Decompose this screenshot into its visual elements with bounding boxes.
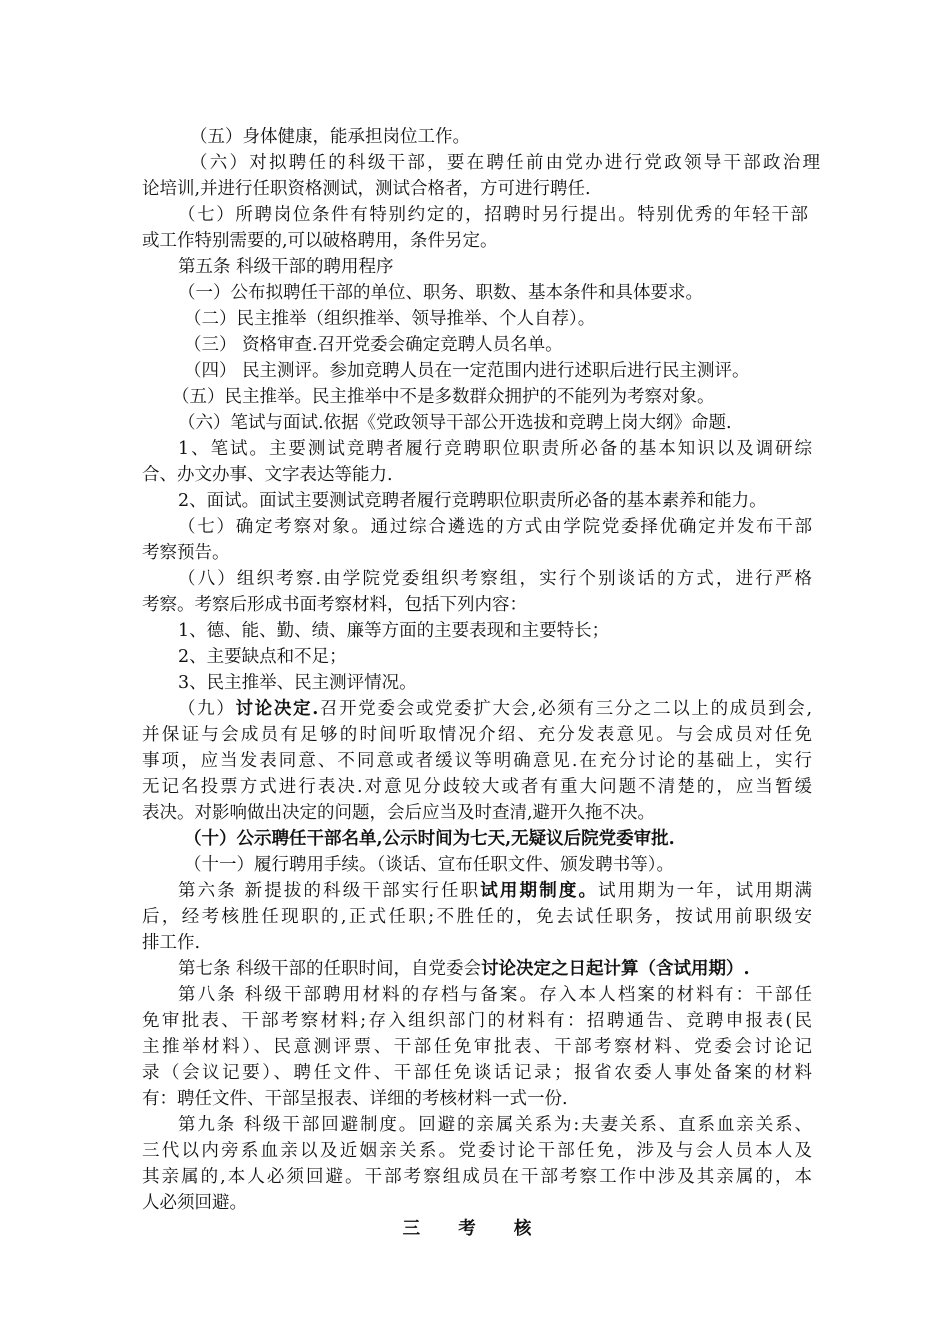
text-line: 录（会议记要）、聘任文件、干部任免谈话记录；报省农委人事处备案的材料 [142,1063,812,1083]
text-line: 或工作特别需要的,可以破格聘用，条件另定。 [142,231,498,251]
text-line: （七）确定考察对象。通过综合遴选的方式由学院党委择优确定并发布干部 [178,517,812,537]
text-line: 第七条 科级干部的任职时间，自党委会讨论决定之日起计算（含试用期）. [178,959,750,979]
text-line: 并保证与会成员有足够的时间听取情况介绍、充分发表意见。与会成员对任免 [142,725,812,745]
text-line: 2、主要缺点和不足； [178,647,347,667]
text-line: 1、德、能、勤、绩、廉等方面的主要表现和主要特长； [178,621,610,641]
text-line: 免审批表、干部考察材料;存入组织部门的材料有：招聘通告、竞聘申报表(民 [142,1011,812,1031]
text-line: 2、面试。面试主要测试竞聘者履行竞聘职位职责所必备的基本素养和能力。 [178,491,767,511]
text-line: 考察预告。 [142,543,230,563]
text-line: （八）组织考察.由学院党委组织考察组，实行个别谈话的方式，进行严格 [178,569,812,589]
text-line: 三代以内旁系血亲以及近姻亲关系。党委讨论干部任免，涉及与会人员本人及 [142,1141,812,1161]
text-line: 表决。对影响做出决定的问题，会后应当及时查清,避开久拖不决。 [142,803,656,823]
text-line: 无记名投票方式进行表决.对意见分歧较大或者有重大问题不清楚的，应当暂缓 [142,777,812,797]
text-line: 事项，应当发表同意、不同意或者缓议等明确意见.在充分讨论的基础上，实行 [142,751,812,771]
text-line: （一）公布拟聘任干部的单位、职务、职数、基本条件和具体要求。 [178,283,703,303]
text-line: 考察。考察后形成书面考察材料，包括下列内容： [142,595,527,615]
text-line: 论培训,并进行任职资格测试，测试合格者，方可进行聘任. [142,179,591,199]
text-line: 排工作. [142,933,201,953]
text-line: （六）笔试与面试.依据《党政领导干部公开选拔和竞聘上岗大纲》命题. [178,413,732,433]
text-line: 人必须回避。 [142,1193,247,1213]
text-line: （五）民主推举。民主推举中不是多数群众拥护的不能列为考察对象。 [172,387,715,407]
text-line: （二）民主推举（组织推举、领导推举、个人自荐）。 [184,309,596,329]
article-heading: 第五条 科级干部的聘用程序 [178,257,394,277]
text-line: 第六条 新提拔的科级干部实行任职试用期制度。试用期为一年，试用期满 [178,881,813,901]
text-line: 第八条 科级干部聘用材料的存档与备案。存入本人档案的材料有：干部任 [178,985,812,1005]
text-line: （四） 民主测评。参加竞聘人员在一定范围内进行述职后进行民主测评。 [184,361,750,381]
section-heading: 三 考 核 [402,1219,548,1239]
text-line: （十一）履行聘用手续。（谈话、宣布任职文件、颁发聘书等）。 [184,855,674,875]
text-line: 有：聘任文件、干部呈报表、详细的考核材料一式一份. [142,1089,568,1109]
text-line: 第九条 科级干部回避制度。回避的亲属关系为:夫妻关系、直系血亲关系、 [178,1115,812,1135]
text-line: （五）身体健康，能承担岗位工作。 [190,127,470,147]
text-line: （九）讨论决定.召开党委会或党委扩大会,必须有三分之二以上的成员到会, [178,699,813,719]
text-line: 合、办文办事、文字表达等能力. [142,465,393,485]
text-line: 其亲属的,本人必须回避。干部考察组成员在干部考察工作中涉及其亲属的，本 [142,1167,812,1187]
text-line: 主推举材料）、民意测评票、干部任免审批表、干部考察材料、党委会讨论记 [142,1037,812,1057]
text-line: （三） 资格审查.召开党委会确定竞聘人员名单。 [184,335,563,355]
text-line: （六）对拟聘任的科级干部，要在聘任前由党办进行党政领导干部政治理 [190,153,820,173]
text-line: （七）所聘岗位条件有特别约定的，招聘时另行提出。特别优秀的年轻干部 [178,205,808,225]
text-line: 1、笔试。主要测试竞聘者履行竞聘职位职责所必备的基本知识以及调研综 [178,439,812,459]
text-line: 3、民主推举、民主测评情况。 [178,673,417,693]
text-line: 后，经考核胜任现职的,正式任职;不胜任的，免去试任职务，按试用前职级安 [142,907,812,927]
text-line: （十）公示聘任干部名单,公示时间为七天,无疑议后院党委审批. [184,829,675,849]
